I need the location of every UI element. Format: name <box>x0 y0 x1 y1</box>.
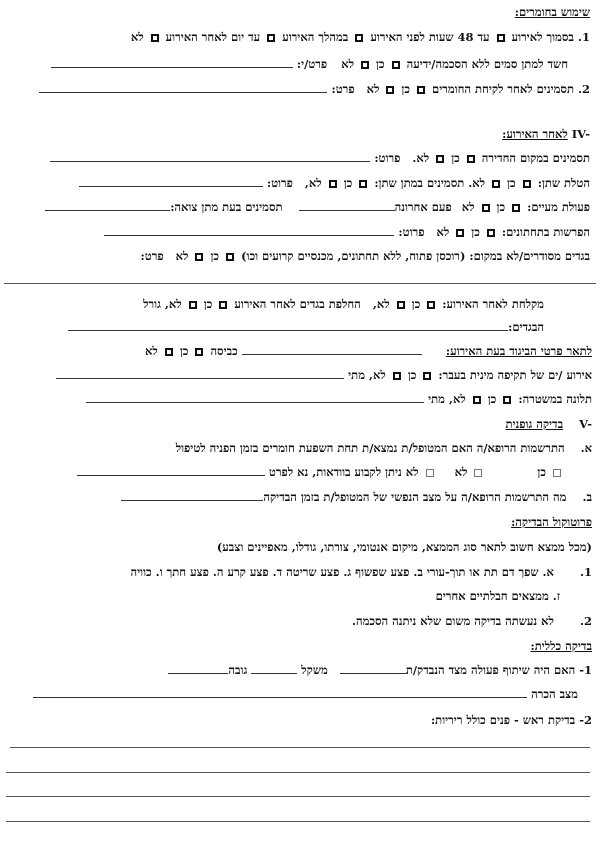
checkbox-yes[interactable] <box>553 469 561 477</box>
answer-line-2[interactable] <box>6 772 590 773</box>
detail-label: פרוט: <box>374 151 401 165</box>
question-label: החלפת בגדים לאחר האירוע <box>234 297 361 311</box>
option-label: כן <box>343 176 353 190</box>
option-label: כן <box>210 249 220 263</box>
protocol-title <box>10 514 592 530</box>
substances-title <box>10 4 590 20</box>
checkbox-no[interactable] <box>492 180 500 188</box>
no-consent-text: לא נעשתה בדיקה משום שלא ניתנה הסכמה. <box>351 614 554 628</box>
physical-title <box>10 416 592 432</box>
question-label: אירוע /ים של תקיפה מינית בעבר: <box>438 368 592 382</box>
detail-field[interactable] <box>104 224 394 236</box>
option-label: כן <box>451 151 460 165</box>
checkbox-no[interactable] <box>456 229 464 237</box>
consciousness-label: מצב הכרה <box>531 687 578 701</box>
protocol-item2 <box>10 613 592 629</box>
question-label: הטלת שתן: <box>537 176 590 190</box>
option-label: לא <box>454 465 468 479</box>
weight-field[interactable] <box>251 662 297 674</box>
checkbox-no[interactable] <box>393 372 401 380</box>
detail-label: פרט: <box>331 82 355 96</box>
finding-types: א. שפך דם תת או תוך-עורי ב. פצע שפשוף ג. פצע שריטה ד. פצע קרע ה. פצע חתך ו. כוויה <box>130 565 554 579</box>
checkbox-no[interactable] <box>386 86 394 94</box>
detail-field[interactable] <box>39 81 327 93</box>
after-event-row1 <box>10 150 590 166</box>
question-label: כביסה <box>210 344 238 358</box>
detail-label: פרוט: <box>266 176 293 190</box>
section-title: בדיקה גופנית <box>505 417 564 431</box>
option-label: כן <box>496 200 506 214</box>
after-event-title <box>10 126 590 142</box>
checkbox-no[interactable] <box>165 348 173 356</box>
checkbox-yes[interactable] <box>226 253 234 261</box>
checkbox-no[interactable] <box>397 301 405 309</box>
physical-a-options <box>10 464 564 480</box>
option-label: לא, <box>304 176 322 190</box>
checkbox-no[interactable] <box>329 180 337 188</box>
option-label: כן <box>401 82 410 96</box>
protocol-item1b <box>10 588 560 604</box>
checkbox-yes[interactable] <box>423 372 431 380</box>
option-label: לא <box>130 30 144 44</box>
question-label: חשד למתן סמים ללא הסכמה/ידיעה <box>406 57 568 71</box>
option-label: כן <box>375 57 385 71</box>
answer-line-3[interactable] <box>6 796 590 797</box>
option-label: עד יום לאחר האירוע <box>165 30 261 44</box>
item-number: 2. <box>577 82 590 96</box>
substances-q1b <box>10 56 568 72</box>
question-label: בגדים מסודרים/לא במקום: (רוכסן פתוח, ללא תחתונים, מכנסיים קרועים וכו) <box>241 249 590 263</box>
substances-q2 <box>10 81 590 97</box>
checkbox[interactable] <box>267 34 275 42</box>
mental-state-field[interactable] <box>121 489 263 501</box>
option-label: כן <box>407 368 417 382</box>
checkbox[interactable] <box>355 34 363 42</box>
section-title: בדיקה כללית: <box>530 639 592 653</box>
checkbox-no[interactable] <box>482 204 490 212</box>
detail-label: פרט/י: <box>296 57 328 71</box>
finding-types: ז. ממצאים חבלתיים אחרים <box>435 589 560 603</box>
option-label: לא <box>436 225 450 239</box>
question-label: פעם אחרונה <box>394 200 452 214</box>
consciousness-field[interactable] <box>33 686 527 698</box>
section-number: V- <box>579 417 592 431</box>
checkbox-no[interactable] <box>474 469 482 477</box>
checkbox-yes[interactable] <box>467 155 475 163</box>
option-label: לא. <box>412 151 430 165</box>
question-label: בסמוך לאירוע <box>511 30 574 44</box>
option-label: לא, מתי <box>428 392 466 406</box>
after-event-row5 <box>10 248 590 264</box>
checkbox-yes[interactable] <box>219 301 227 309</box>
option-label: לא. <box>468 176 486 190</box>
question-label: 2- בדיקת ראש - פנים כולל ריריות: <box>430 713 592 727</box>
general-q2 <box>10 712 592 728</box>
option-label: לא <box>145 344 158 358</box>
checkbox-yes[interactable] <box>427 301 435 309</box>
detail-field[interactable] <box>50 150 370 162</box>
protocol-item1 <box>10 564 592 580</box>
after-event-row6 <box>10 296 544 312</box>
checkbox-unsure[interactable] <box>426 469 434 477</box>
section-title: לתאר פרטי הביגוד בעת האירוע: <box>445 344 592 358</box>
option-label: כן <box>471 225 480 239</box>
question-label: מקלחת לאחר האירוע: <box>442 297 544 311</box>
section-title: שימוש בחומרים: <box>514 5 590 19</box>
section-number: IV- <box>571 127 590 141</box>
option-label: לא ניתן לקבוע בוודאות, נא לפרט <box>268 465 419 479</box>
checkbox-yes[interactable] <box>523 180 531 188</box>
note-text: (מכל ממצא חשוב לתאר סוג הממצא, מיקום אנטומי, צורתו, גודלו, מאפיינים וצבע) <box>216 540 592 554</box>
option-label: לא <box>461 200 475 214</box>
question-label: 1- האם היה שיתוף פעולה מצד הנבדק/ת <box>405 663 592 677</box>
substances-q1 <box>10 29 590 45</box>
section-title: פרוטוקול הבדיקה: <box>511 515 592 529</box>
detail-field[interactable] <box>77 464 265 476</box>
checkbox-yes[interactable] <box>392 61 400 69</box>
after-event-row4 <box>10 224 590 240</box>
question-label: תסמינים לאחר לקיחת החומרים <box>432 82 574 96</box>
option-label: כן <box>487 392 497 406</box>
checkbox-yes[interactable] <box>487 229 495 237</box>
question-label: הפרשות בתחתונים: <box>501 225 590 239</box>
option-label: כן <box>411 297 421 311</box>
answer-line-1[interactable] <box>10 747 590 748</box>
question-label: תסמינים בעת מתן צואה: <box>170 200 283 214</box>
item-number: א. <box>580 441 592 455</box>
when-field[interactable] <box>86 391 424 403</box>
detail-field[interactable] <box>79 175 263 187</box>
checkbox[interactable] <box>151 34 159 42</box>
general-q1 <box>10 662 592 678</box>
after-event-row6b <box>10 319 544 335</box>
detail-field[interactable] <box>45 199 170 211</box>
physical-b <box>10 489 592 505</box>
option-label: עד 48 שעות לפני האירוע <box>370 30 490 44</box>
checkbox[interactable] <box>497 34 505 42</box>
checkbox-no[interactable] <box>189 301 197 309</box>
detail-label: פרוט: <box>398 225 425 239</box>
item-number: 2. <box>579 614 592 628</box>
question-label: תסמינים במתן שתן: <box>374 176 465 190</box>
past-assault-row <box>10 367 592 383</box>
clothing-field[interactable] <box>242 343 422 355</box>
checkbox-yes[interactable] <box>195 348 203 356</box>
option-label: לא, <box>372 297 390 311</box>
checkbox-yes[interactable] <box>503 396 511 404</box>
clothes-fate-field[interactable] <box>68 319 508 331</box>
option-label: לא <box>175 249 189 263</box>
general-consciousness <box>10 686 578 702</box>
checkbox-yes[interactable] <box>417 86 425 94</box>
weight-label: משקל <box>301 663 328 677</box>
question-label: הבגדים: <box>508 320 544 334</box>
option-label: לא <box>366 82 380 96</box>
option-label: במהלך האירוע <box>282 30 349 44</box>
when-field[interactable] <box>56 367 344 379</box>
item-number: ב. <box>582 490 592 504</box>
after-event-row2 <box>10 175 590 191</box>
question-label: תלונה במשטרה: <box>518 392 592 406</box>
option-label: כן <box>507 176 516 190</box>
checkbox-no[interactable] <box>436 155 444 163</box>
answer-line-4[interactable] <box>6 821 590 822</box>
checkbox-yes[interactable] <box>512 204 520 212</box>
physical-a <box>10 440 592 456</box>
option-label: כן <box>203 297 213 311</box>
option-label: כן <box>179 344 189 358</box>
question-label: מה התרשמות הרופא/ה על מצב הנפשי של המטופל/ת בזמן הבדיקה <box>263 490 567 504</box>
option-label: לא, מתי <box>348 368 386 382</box>
police-row <box>10 391 592 407</box>
option-label: לא, גורל <box>143 297 182 311</box>
height-label: גובה <box>228 663 248 677</box>
item-number: 1. <box>577 30 590 44</box>
after-event-row3 <box>10 199 590 215</box>
clothing-row <box>10 343 592 359</box>
protocol-note <box>10 539 592 555</box>
checkbox-yes[interactable] <box>359 180 367 188</box>
option-label: לא <box>341 57 354 71</box>
height-field[interactable] <box>168 662 228 674</box>
checkbox-no[interactable] <box>473 396 481 404</box>
checkbox-no[interactable] <box>361 61 369 69</box>
last-time-field[interactable] <box>299 199 395 211</box>
item-number: 1. <box>579 565 592 579</box>
detail-label: פרט: <box>140 249 164 263</box>
cooperation-field[interactable] <box>340 662 406 674</box>
option-label: כן <box>537 465 546 479</box>
question-label: תסמינים במקום החדירה <box>481 151 590 165</box>
checkbox-no[interactable] <box>195 253 203 261</box>
detail-field[interactable] <box>51 56 293 68</box>
general-title <box>10 638 592 654</box>
detail-field-line[interactable] <box>4 283 596 284</box>
question-label: פעולת מעיים: <box>527 200 590 214</box>
question-label: התרשמות הרופא/ה האם המטופל/ת נמצא/ת תחת השפעת חומרים בזמן הפניה לטיפול <box>175 441 565 455</box>
section-title: לאחר האירוע: <box>502 127 568 141</box>
